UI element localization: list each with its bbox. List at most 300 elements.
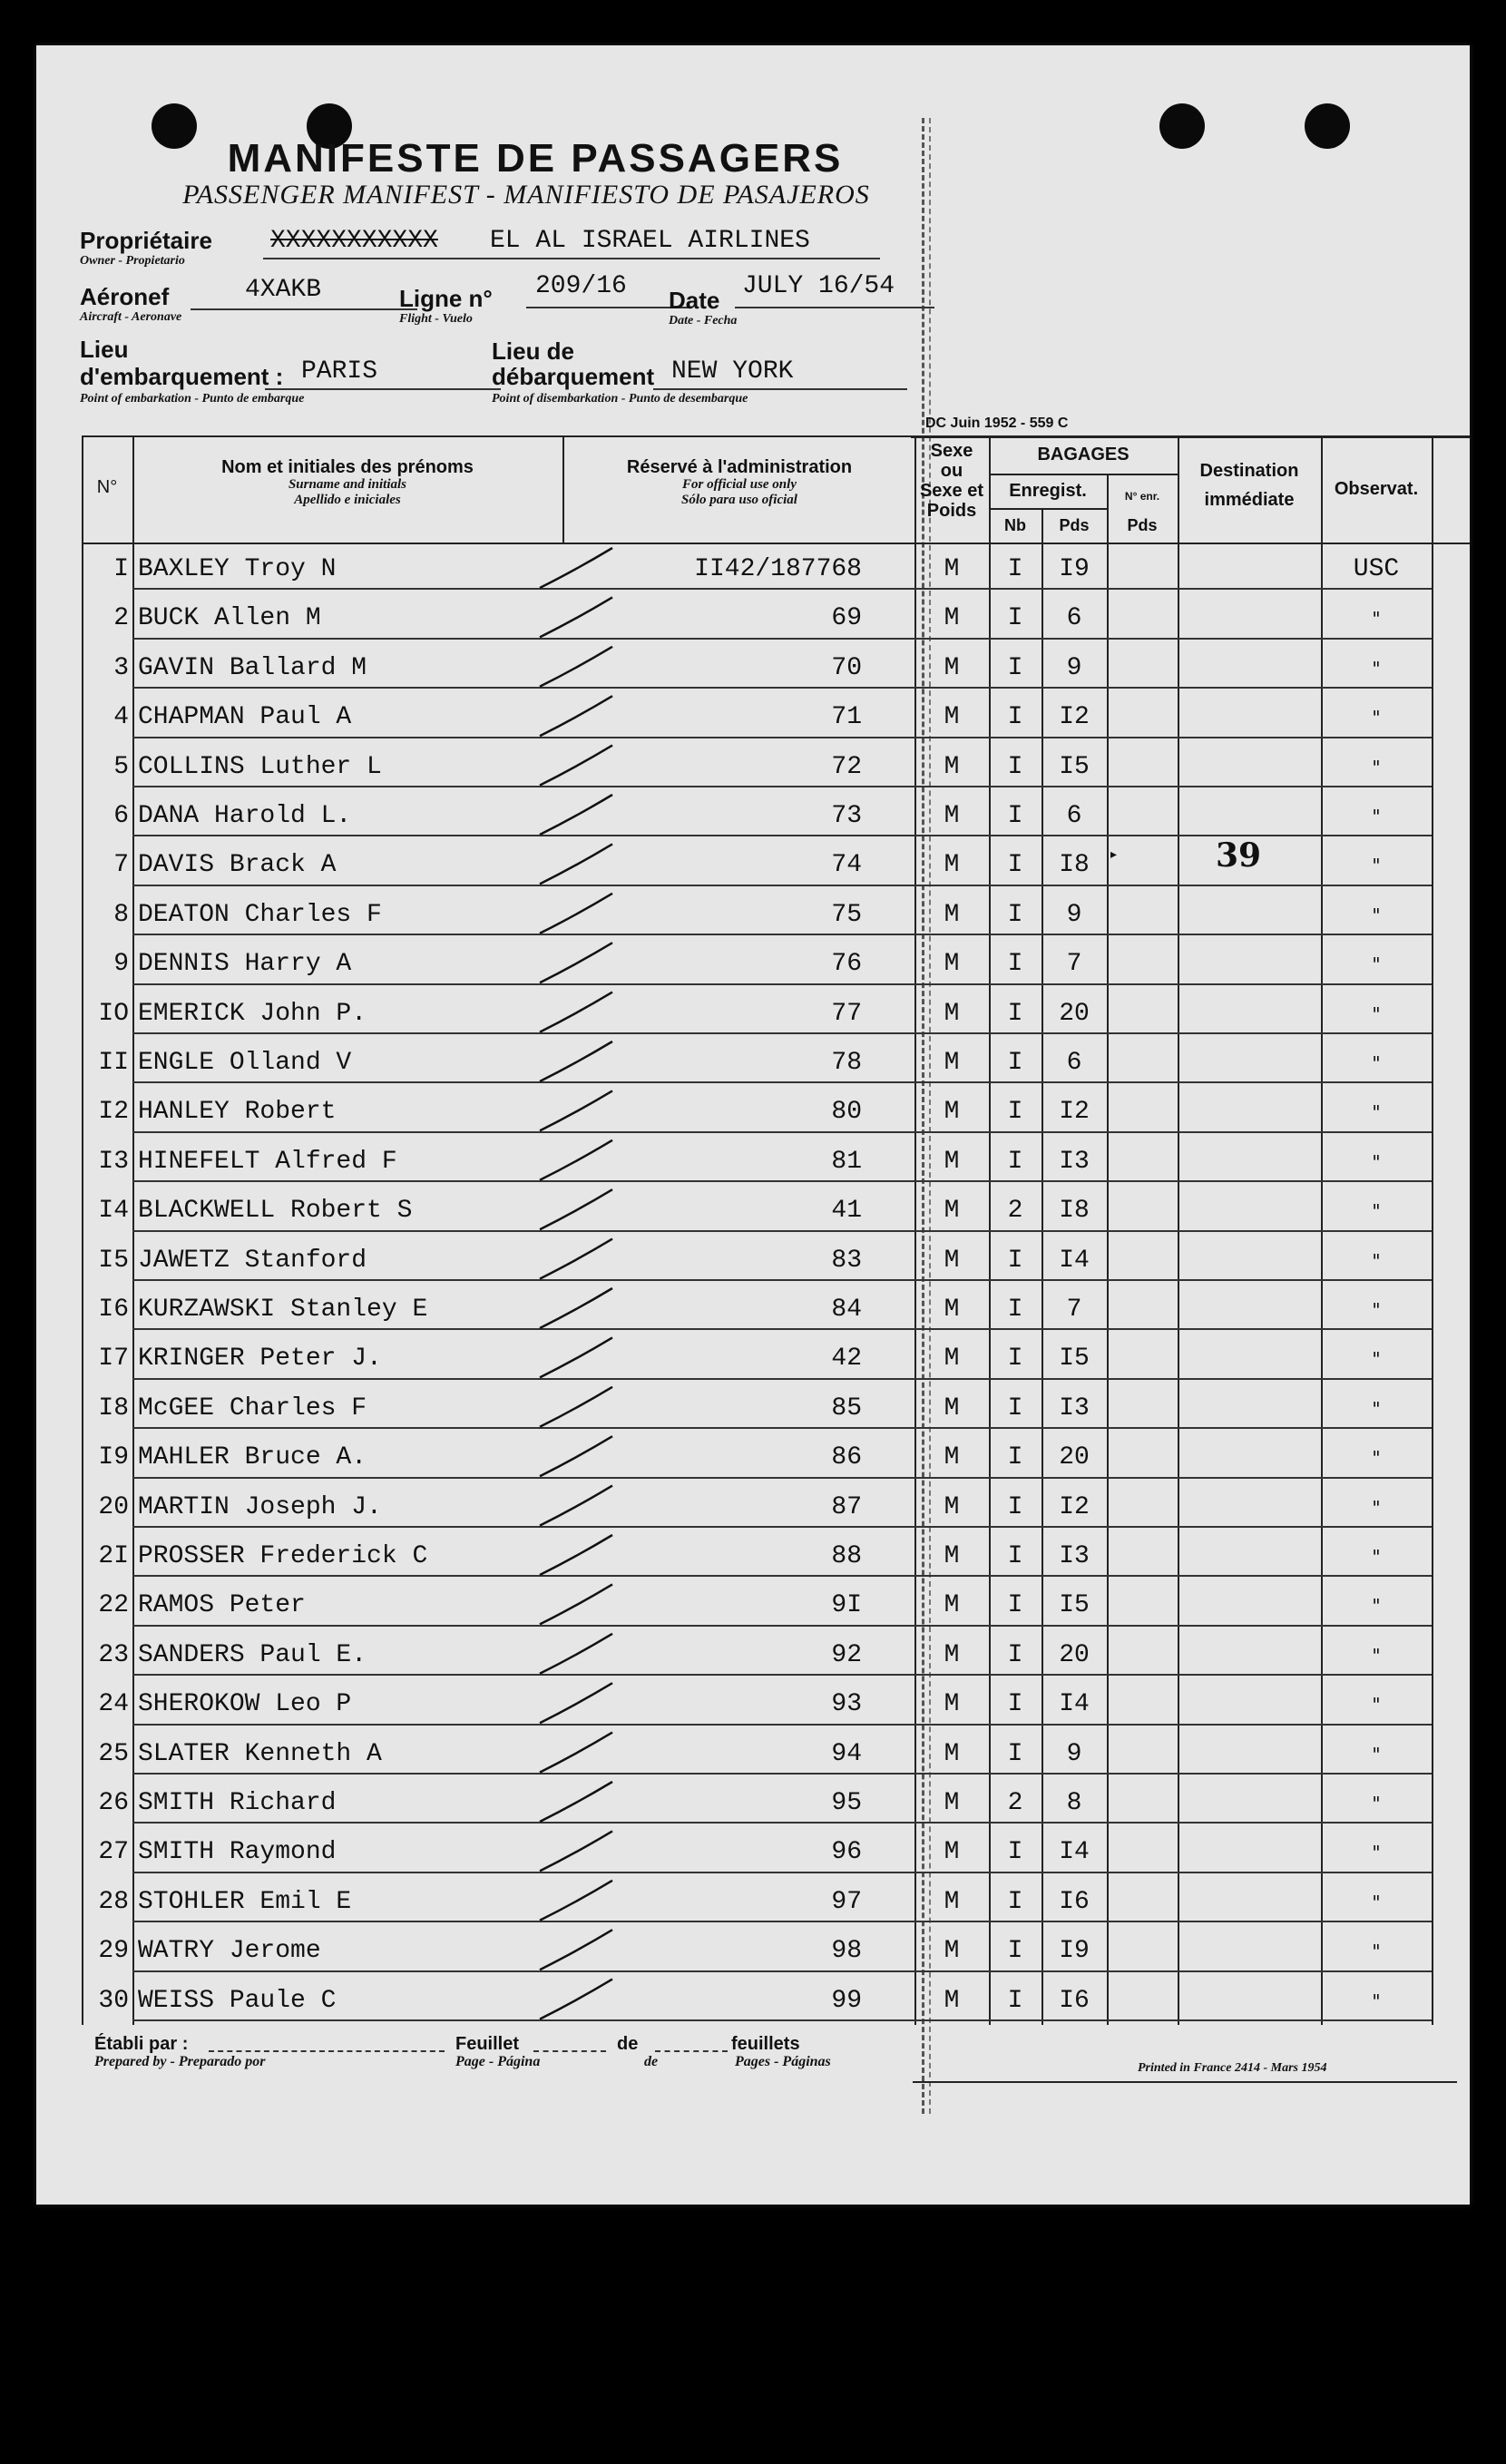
cell-pds: I4 <box>1059 1246 1090 1275</box>
cell-pds: 6 <box>1066 802 1082 830</box>
cell-admin: 76 <box>831 950 862 979</box>
cell-admin: 9I <box>831 1591 862 1620</box>
cell-name: McGEE Charles F <box>138 1393 367 1423</box>
cell-admin: 86 <box>831 1443 862 1472</box>
cell-sex: M <box>944 1344 960 1374</box>
cell-nb: I <box>1007 950 1023 979</box>
cell-no: I3 <box>98 1147 129 1176</box>
cell-pds: I5 <box>1059 752 1090 781</box>
check-marks <box>36 45 1470 2205</box>
cell-sex: M <box>944 1789 960 1817</box>
col-dest-2: immédiate <box>1204 490 1295 510</box>
cell-name: SHEROKOW Leo P <box>138 1690 352 1719</box>
cell-name: MAHLER Bruce A. <box>138 1443 367 1472</box>
flight-label: Ligne n° <box>399 285 493 312</box>
cell-pds: 6 <box>1066 1049 1082 1077</box>
cell-name: COLLINS Luther L <box>138 752 382 781</box>
cell-pds: I8 <box>1059 851 1090 880</box>
embark-label-2: d'embarquement : <box>80 363 284 390</box>
cell-pds: I8 <box>1059 1197 1090 1226</box>
cell-admin: 94 <box>831 1739 862 1768</box>
cell-sex: M <box>944 1591 960 1620</box>
cell-nb: I <box>1007 1937 1023 1966</box>
page-subtitle: PASSENGER MANIFEST - MANIFIESTO DE PASAJEROS <box>182 180 870 210</box>
cell-sex: M <box>944 1147 960 1176</box>
col-admin-fr: Réservé à l'administration <box>626 457 853 477</box>
cell-pds: 9 <box>1066 653 1082 682</box>
disembark-label: Lieu de <box>492 337 575 365</box>
cell-obs: " <box>1372 1200 1381 1223</box>
cell-admin: 93 <box>831 1690 862 1719</box>
cell-nb: I <box>1007 1296 1023 1324</box>
check-stroke <box>540 1634 612 1674</box>
cell-obs: " <box>1372 1891 1381 1913</box>
cell-obs: " <box>1372 855 1381 877</box>
cell-name: EMERICK John P. <box>138 999 367 1028</box>
cell-name: DANA Harold L. <box>138 802 352 830</box>
cell-admin: 73 <box>831 802 862 830</box>
cell-obs: " <box>1372 1694 1381 1716</box>
cell-nb: I <box>1007 900 1023 929</box>
col-pds2: Pds <box>1127 516 1158 534</box>
cell-obs: " <box>1372 1496 1381 1519</box>
cell-no: 4 <box>113 703 129 732</box>
aircraft-label: Aéronef <box>80 283 170 310</box>
cell-no: I4 <box>98 1197 129 1226</box>
cell-admin: 98 <box>831 1937 862 1966</box>
form-code: DC Juin 1952 - 559 C <box>925 416 1069 431</box>
cell-pds: I2 <box>1059 1098 1090 1127</box>
cell-nb: I <box>1007 1393 1023 1423</box>
cell-nb: I <box>1007 1739 1023 1768</box>
cell-obs: " <box>1372 1595 1381 1618</box>
cell-sex: M <box>944 802 960 830</box>
col-nb: Nb <box>1004 516 1026 534</box>
cell-no: I <box>113 555 129 583</box>
cell-admin: 78 <box>831 1049 862 1077</box>
cell-obs: " <box>1372 1941 1381 1963</box>
cell-admin: 70 <box>831 653 862 682</box>
cell-no: 5 <box>113 752 129 781</box>
cell-admin: 69 <box>831 604 862 633</box>
prepared-sublabel: Prepared by - Preparado por <box>94 2054 266 2069</box>
cell-sex: M <box>944 1049 960 1077</box>
cell-name: KURZAWSKI Stanley E <box>138 1296 428 1324</box>
cell-name: DENNIS Harry A <box>138 950 352 979</box>
owner-value: EL AL ISRAEL AIRLINES <box>490 227 810 255</box>
cell-no: 2I <box>98 1542 129 1570</box>
cell-name: SMITH Raymond <box>138 1838 337 1867</box>
cell-pds: I3 <box>1059 1147 1090 1176</box>
cell-sex: M <box>944 1393 960 1423</box>
printed-note: Printed in France 2414 - Mars 1954 <box>1138 2061 1327 2075</box>
prepared-label: Établi par : <box>94 2034 189 2054</box>
cell-pds: 9 <box>1066 900 1082 929</box>
owner-sublabel: Owner - Propietario <box>80 254 185 268</box>
col-sex-4: Poids <box>926 501 977 521</box>
cell-nb: I <box>1007 851 1023 880</box>
cell-admin: 83 <box>831 1246 862 1275</box>
check-stroke <box>540 795 612 835</box>
cell-admin: 72 <box>831 752 862 781</box>
cell-sex: M <box>944 1197 960 1226</box>
cell-nb: I <box>1007 1542 1023 1570</box>
cell-sex: M <box>944 1986 960 2015</box>
check-stroke <box>540 1189 612 1229</box>
col-no: N° <box>96 477 118 497</box>
cell-obs: " <box>1372 1842 1381 1864</box>
col-baggage: BAGAGES <box>1037 445 1130 464</box>
cell-sex: M <box>944 1098 960 1127</box>
col-pds: Pds <box>1059 516 1090 534</box>
cell-nb: I <box>1007 1887 1023 1916</box>
check-stroke <box>540 1486 612 1526</box>
col-enreg: Enregist. <box>1009 481 1087 501</box>
cell-pds: I9 <box>1059 555 1090 583</box>
cell-sex: M <box>944 1690 960 1719</box>
col-sex-1: Sexe <box>930 441 973 461</box>
cell-sex: M <box>944 1542 960 1570</box>
cell-no: I6 <box>98 1296 129 1324</box>
date-value: JULY 16/54 <box>742 272 895 300</box>
col-nonenreg: N° enr. <box>1124 490 1160 503</box>
cell-admin: 84 <box>831 1296 862 1324</box>
disembark-label-2: débarquement <box>492 363 655 390</box>
cell-admin: 99 <box>831 1986 862 2015</box>
check-stroke <box>540 1683 612 1723</box>
cell-pds: 20 <box>1059 999 1090 1028</box>
cell-obs: " <box>1372 1447 1381 1470</box>
cell-pds: I4 <box>1059 1838 1090 1867</box>
check-stroke <box>540 647 612 687</box>
cell-nb: I <box>1007 1443 1023 1472</box>
cell-pds: I2 <box>1059 703 1090 732</box>
cell-pds: 8 <box>1066 1789 1082 1817</box>
cell-no: I5 <box>98 1246 129 1275</box>
cell-nb: I <box>1007 1986 1023 2015</box>
check-stroke <box>540 1288 612 1328</box>
cell-name: HINEFELT Alfred F <box>138 1147 397 1176</box>
cell-sex: M <box>944 1739 960 1768</box>
cell-pds: I9 <box>1059 1937 1090 1966</box>
cell-sex: M <box>944 604 960 633</box>
cell-name: PROSSER Frederick C <box>138 1542 428 1570</box>
cell-no: I2 <box>98 1098 129 1127</box>
cell-no: 27 <box>98 1838 129 1867</box>
col-name-es: Apellido e iniciales <box>294 493 401 507</box>
cell-name: BUCK Allen M <box>138 604 321 633</box>
cell-no: 26 <box>98 1789 129 1817</box>
cell-sex: M <box>944 752 960 781</box>
cell-name: SLATER Kenneth A <box>138 1739 382 1768</box>
field-underline <box>655 2050 728 2052</box>
cell-admin: 42 <box>831 1344 862 1374</box>
check-stroke <box>540 1881 612 1921</box>
check-stroke <box>540 1782 612 1822</box>
cell-admin: 75 <box>831 900 862 929</box>
cell-admin: 71 <box>831 703 862 732</box>
cell-admin: 96 <box>831 1838 862 1867</box>
cell-sex: M <box>944 555 960 583</box>
cell-nb: 2 <box>1007 1197 1023 1226</box>
col-admin-en: For official use only <box>682 477 797 492</box>
owner-strike: XXXXXXXXXXX <box>270 227 438 255</box>
cell-obs: USC <box>1353 555 1400 583</box>
cell-name: STOHLER Emil E <box>138 1887 352 1916</box>
cell-no: 6 <box>113 802 129 830</box>
sheet-label: Feuillet <box>455 2034 520 2054</box>
date-sublabel: Date - Fecha <box>669 314 738 328</box>
check-stroke <box>540 1831 612 1871</box>
check-stroke <box>540 548 612 588</box>
cell-obs: " <box>1372 1990 1381 2012</box>
cell-name: MARTIN Joseph J. <box>138 1492 382 1521</box>
cell-obs: " <box>1372 1546 1381 1568</box>
col-sex-2: ou <box>940 461 963 481</box>
disembark-sublabel: Point of disembarkation - Punto de desembarque <box>492 392 748 406</box>
cell-name: JAWETZ Stanford <box>138 1246 367 1275</box>
cell-pds: I6 <box>1059 1887 1090 1916</box>
cell-sex: M <box>944 703 960 732</box>
flight-sublabel: Flight - Vuelo <box>399 312 473 326</box>
cell-obs: " <box>1372 1052 1381 1074</box>
page-title: MANIFESTE DE PASSAGERS <box>227 136 844 181</box>
cell-pds: 20 <box>1059 1443 1090 1472</box>
cell-no: IO <box>98 999 129 1028</box>
cell-pds: I5 <box>1059 1591 1090 1620</box>
check-stroke <box>540 597 612 637</box>
cell-obs: " <box>1372 806 1381 827</box>
cell-obs: " <box>1372 1150 1381 1173</box>
cell-admin: 85 <box>831 1393 862 1423</box>
cell-nb: I <box>1007 752 1023 781</box>
col-admin-es: Sólo para uso oficial <box>681 493 797 507</box>
of-sublabel: de <box>644 2054 659 2069</box>
check-stroke <box>540 1535 612 1575</box>
cell-obs: " <box>1372 1299 1381 1321</box>
cell-nb: I <box>1007 1098 1023 1127</box>
cell-obs: " <box>1372 756 1381 778</box>
flight-value: 209/16 <box>535 272 627 300</box>
cell-admin: 88 <box>831 1542 862 1570</box>
cell-pds: 7 <box>1066 1296 1082 1324</box>
cell-obs: " <box>1372 1793 1381 1814</box>
cell-name: HANLEY Robert <box>138 1098 337 1127</box>
col-name-en: Surname and initials <box>288 477 407 492</box>
cell-no: 2 <box>113 604 129 633</box>
check-stroke <box>540 696 612 736</box>
embark-label: Lieu <box>80 336 129 363</box>
cell-no: 25 <box>98 1739 129 1768</box>
cell-name: RAMOS Peter <box>138 1591 306 1620</box>
check-stroke <box>540 894 612 934</box>
cell-nb: I <box>1007 1246 1023 1275</box>
cell-name: BAXLEY Troy N <box>138 555 337 583</box>
cell-sex: M <box>944 1296 960 1324</box>
cell-no: 30 <box>98 1986 129 2015</box>
manifest-sheet <box>36 45 1470 2205</box>
check-stroke <box>540 1733 612 1773</box>
cell-obs: " <box>1372 657 1381 680</box>
cell-no: 28 <box>98 1887 129 1916</box>
cell-obs: " <box>1372 1644 1381 1667</box>
cell-no: 9 <box>113 950 129 979</box>
sheets-sublabel: Pages - Páginas <box>735 2054 831 2069</box>
cell-admin: II42/187768 <box>694 555 862 583</box>
cell-nb: I <box>1007 1591 1023 1620</box>
cell-obs: " <box>1372 904 1381 926</box>
field-underline <box>533 2050 606 2052</box>
cell-name: DEATON Charles F <box>138 900 382 929</box>
cell-nb: I <box>1007 653 1023 682</box>
embark-sublabel: Point of embarkation - Punto de embarque <box>80 392 305 406</box>
cell-pds: I2 <box>1059 1492 1090 1521</box>
cell-pds: 9 <box>1066 1739 1082 1768</box>
cell-sex: M <box>944 1640 960 1669</box>
field-underline <box>209 2050 445 2052</box>
cell-sex: M <box>944 900 960 929</box>
cell-nb: I <box>1007 1147 1023 1176</box>
cell-sex: M <box>944 851 960 880</box>
cell-name: DAVIS Brack A <box>138 851 337 880</box>
cell-obs: " <box>1372 1348 1381 1371</box>
cell-name: GAVIN Ballard M <box>138 653 367 682</box>
cell-name: KRINGER Peter J. <box>138 1344 382 1374</box>
cell-pds: I5 <box>1059 1344 1090 1374</box>
cell-name: ENGLE Olland V <box>138 1049 352 1077</box>
cell-sex: M <box>944 999 960 1028</box>
cell-no: I8 <box>98 1393 129 1423</box>
destination-note: 39 <box>1216 836 1262 875</box>
cell-sex: M <box>944 1443 960 1472</box>
cell-no: 23 <box>98 1640 129 1669</box>
date-label: Date <box>669 287 720 314</box>
check-stroke <box>540 1239 612 1279</box>
cell-admin: 41 <box>831 1197 862 1226</box>
cell-admin: 77 <box>831 999 862 1028</box>
cell-name: BLACKWELL Robert S <box>138 1197 413 1226</box>
cell-pds: I3 <box>1059 1542 1090 1570</box>
cell-nb: I <box>1007 1838 1023 1867</box>
cell-obs: " <box>1372 707 1381 729</box>
cell-sex: M <box>944 1246 960 1275</box>
check-stroke <box>540 1041 612 1081</box>
cell-pds: 6 <box>1066 604 1082 633</box>
cell-nb: 2 <box>1007 1789 1023 1817</box>
check-stroke <box>540 1090 612 1130</box>
cell-admin: 74 <box>831 851 862 880</box>
cell-pds: 20 <box>1059 1640 1090 1669</box>
cell-obs: " <box>1372 1101 1381 1124</box>
cell-obs: " <box>1372 1002 1381 1025</box>
aircraft-sublabel: Aircraft - Aeronave <box>80 310 182 324</box>
cell-no: I9 <box>98 1443 129 1472</box>
cell-admin: 97 <box>831 1887 862 1916</box>
cell-name: CHAPMAN Paul A <box>138 703 352 732</box>
cell-no: 20 <box>98 1492 129 1521</box>
cell-no: I7 <box>98 1344 129 1374</box>
cell-nb: I <box>1007 1049 1023 1077</box>
col-name-fr: Nom et initiales des prénoms <box>221 457 474 477</box>
cell-pds: I3 <box>1059 1393 1090 1423</box>
cell-nb: I <box>1007 555 1023 583</box>
cell-no: 22 <box>98 1591 129 1620</box>
cell-obs: " <box>1372 1743 1381 1765</box>
cell-nb: I <box>1007 1344 1023 1374</box>
check-stroke <box>540 1980 612 2019</box>
check-stroke <box>540 746 612 786</box>
cell-nb: I <box>1007 999 1023 1028</box>
check-stroke <box>540 1337 612 1377</box>
check-stroke <box>540 943 612 983</box>
of-label: de <box>617 2034 639 2054</box>
cell-obs: " <box>1372 1397 1381 1420</box>
tick-mark: ▸ <box>1110 847 1118 862</box>
check-stroke <box>540 1436 612 1476</box>
check-stroke <box>540 844 612 884</box>
cell-admin: 87 <box>831 1492 862 1521</box>
cell-name: SMITH Richard <box>138 1789 337 1817</box>
table-border <box>913 2081 1457 2083</box>
cell-obs: " <box>1372 608 1381 631</box>
check-stroke <box>540 1584 612 1624</box>
cell-sex: M <box>944 1937 960 1966</box>
cell-obs: " <box>1372 1249 1381 1272</box>
col-sex-3: Sexe et <box>919 481 984 501</box>
cell-name: SANDERS Paul E. <box>138 1640 367 1669</box>
cell-nb: I <box>1007 1640 1023 1669</box>
cell-sex: M <box>944 1492 960 1521</box>
cell-sex: M <box>944 1887 960 1916</box>
cell-name: WEISS Paule C <box>138 1986 337 2015</box>
cell-no: 3 <box>113 653 129 682</box>
check-stroke <box>540 1387 612 1427</box>
cell-admin: 80 <box>831 1098 862 1127</box>
col-dest-1: Destination <box>1199 461 1299 481</box>
cell-sex: M <box>944 950 960 979</box>
aircraft-value: 4XAKB <box>245 276 322 304</box>
cell-nb: I <box>1007 1690 1023 1719</box>
col-obs: Observat. <box>1334 479 1419 499</box>
cell-nb: I <box>1007 802 1023 830</box>
cell-name: WATRY Jerome <box>138 1937 321 1966</box>
cell-admin: 92 <box>831 1640 862 1669</box>
cell-admin: 95 <box>831 1789 862 1817</box>
check-stroke <box>540 1930 612 1970</box>
cell-pds: 7 <box>1066 950 1082 979</box>
cell-sex: M <box>944 653 960 682</box>
check-stroke <box>540 992 612 1032</box>
sheet-sublabel: Page - Página <box>455 2054 541 2069</box>
cell-admin: 81 <box>831 1147 862 1176</box>
cell-pds: I6 <box>1059 1986 1090 2015</box>
sheets-label: feuillets <box>731 2034 800 2054</box>
cell-no: 8 <box>113 900 129 929</box>
owner-label: Propriétaire <box>80 227 212 254</box>
cell-nb: I <box>1007 604 1023 633</box>
cell-nb: I <box>1007 1492 1023 1521</box>
check-stroke <box>540 1140 612 1180</box>
cell-nb: I <box>1007 703 1023 732</box>
disembark-value: NEW YORK <box>671 357 794 386</box>
cell-no: 7 <box>113 851 129 880</box>
cell-sex: M <box>944 1838 960 1867</box>
cell-no: 29 <box>98 1937 129 1966</box>
embark-value: PARIS <box>301 357 378 386</box>
cell-no: 24 <box>98 1690 129 1719</box>
cell-pds: I4 <box>1059 1690 1090 1719</box>
cell-obs: " <box>1372 953 1381 976</box>
